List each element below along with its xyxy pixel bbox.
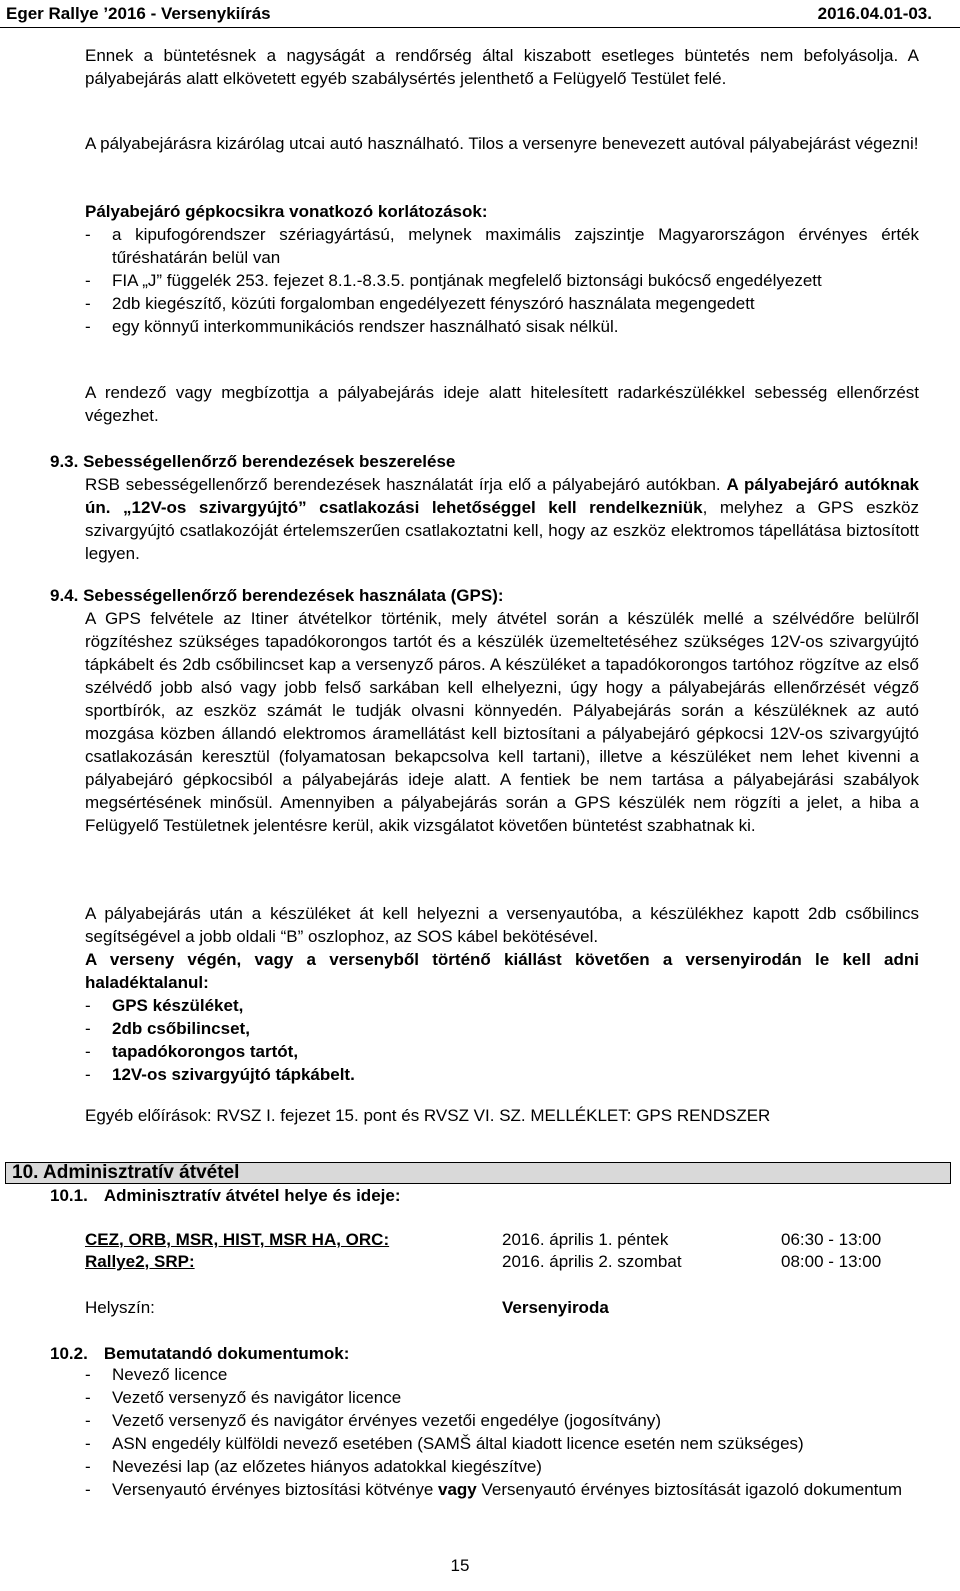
section-9-4-text: A GPS felvétele az Itiner átvételkor történik, mely átvétel során a készülék mellé a szélvédőre belülről rögzítéshez szükséges tapadókorongos tartót és a készülék üzemeltetéséhez szükséges 12V-os szivargyújtó tápkábelt és 2db csőbilincset kap a versenyző páros. A készüléket a tapadókorongos tartóhoz rögzítve az első szélvédő jobb alsó vagy jobb felső sarkában kell elhelyezni, úgy hogy a pályabejárás ellenőrzését végző sportbírók, az eszköz számát le tudják olvasni könnyedén. Pályabejárás során a készüléknek az autó mozgása közben állandó elektromos áramellátást kell biztosítani a pályabejáró gépkocsi 12V-os szivargyújtó csatlakozásán keresztül (folyamatosan bekapcsolva kell tartani), illetve a készüléket nem lehet kivenni a pályabejáró gépkocsiból a pályabejárás ideje alatt. A fentiek be nem tartása a pályabejárási szabályok megsértésének minősül. Amennyiben a pályabejárás során a GPS készülék nem rögzíti a jelet, a hiba a Felügyelő Testületnek jelentésre kerül, akik vizsgálatot követően büntetést szabhatnak ki.	[85, 609, 919, 835]
paragraph-return: A verseny végén, vagy a versenyből történő kiállást követően a versenyirodán le kell adni haladéktalanul:	[85, 950, 919, 992]
list-item: - egy könnyű interkommunikációs rendszer használható sisak nélkül.	[85, 317, 619, 336]
section-heading: 9.4. Sebességellenőrző berendezések használata (GPS):	[50, 586, 504, 605]
return-list	[85, 994, 919, 1086]
section-10-heading: 10. Adminisztratív átvétel	[5, 1162, 951, 1184]
schedule-time-1: 06:30 - 13:00	[781, 1230, 882, 1249]
paragraph-radar: A rendező vagy megbízottja a pályabejárás ideje alatt hitelesített radarkészülékkel sebesség ellenőrzést végezhet.	[85, 383, 919, 425]
place-label: Helyszín:	[85, 1298, 155, 1317]
list-item: - 12V-os szivargyújtó tápkábelt.	[85, 1065, 355, 1084]
section-heading: 9.3. Sebességellenőrző berendezések beszerelése	[50, 452, 456, 471]
paragraph-after: A pályabejárás után a készüléket át kell helyezni a versenyautóba, a készülékhez kapott 2db csőbilincs segítségével a jobb oldali “B” oszlophoz, az SOS kábel bekötésével.	[85, 904, 919, 946]
subsection-10-2: 10.2. Bemutatandó dokumentumok:	[50, 1344, 350, 1363]
list-item: - Nevező licence	[85, 1365, 228, 1384]
list-item: - GPS készüléket,	[85, 996, 244, 1015]
restrictions-block	[85, 200, 919, 338]
schedule-date-2: 2016. április 2. szombat	[502, 1252, 682, 1271]
schedule-date-1: 2016. április 1. péntek	[502, 1230, 669, 1249]
document-title: Eger Rallye ’2016 - Versenykiírás	[6, 3, 271, 23]
list-item: - Vezető versenyző és navigátor érvényes vezetői engedélye (jogosítvány)	[85, 1411, 662, 1430]
list-item: - 2db kiegészítő, közúti forgalomban engedélyezett fényszóró használata megengedett	[85, 294, 755, 313]
restrictions-title: Pályabejáró gépkocsikra vonatkozó korlátozások:	[85, 202, 488, 221]
section-9-4	[50, 584, 919, 837]
header-date: 2016.04.01-03.	[817, 3, 932, 23]
schedule-label-2: Rallye2, SRP:	[85, 1252, 195, 1271]
schedule-time-2: 08:00 - 13:00	[781, 1252, 882, 1271]
list-item: - a kipufogórendszer szériagyártású, melynek maximális zajszintje Magyarországon érvényes érték tűréshatárán belül van	[85, 225, 919, 267]
page-header	[0, 0, 960, 28]
list-item: - Nevezési lap (az előzetes hiányos adatokkal kiegészítve)	[85, 1457, 542, 1476]
list-item: - tapadókorongos tartót,	[85, 1042, 299, 1061]
list-item: - Versenyautó érvényes biztosítási kötvénye vagy Versenyautó érvényes biztosítását igazoló dokumentum	[85, 1480, 903, 1499]
paragraph-penalty: Ennek a büntetésnek a nagyságát a rendőrség által kiszabott esetleges büntetés nem befolyásolja. A pályabejárás alatt elkövetett egyéb szabálysértés jelenthető a Felügyelő Testület felé.	[85, 46, 919, 88]
section-9-3	[50, 450, 919, 565]
schedule-label-1: CEZ, ORB, MSR, HIST, MSR HA, ORC:	[85, 1230, 390, 1249]
list-item: - ASN engedély külföldi nevező esetében (SAMŠ által kiadott licence esetén nem szükséges)	[85, 1434, 804, 1453]
paragraph-street-car: A pályabejárásra kizárólag utcai autó használható. Tilos a versenyre benevezett autóval pályabejárást végezni!	[85, 134, 919, 153]
place-value: Versenyiroda	[502, 1298, 609, 1317]
subsection-10-1: 10.1. Adminisztratív átvétel helye és ideje:	[50, 1186, 401, 1205]
paragraph-other: Egyéb előírások: RVSZ I. fejezet 15. pont és RVSZ VI. SZ. MELLÉKLET: GPS RENDSZER	[85, 1106, 771, 1125]
documents-list	[85, 1363, 919, 1501]
list-item: - FIA „J” függelék 253. fejezet 8.1.-8.3.5. pontjának megfelelő biztonsági bukócső engedélyezett	[85, 271, 822, 290]
page-number: 15	[450, 1556, 470, 1575]
section-9-3-text: RSB sebességellenőrző berendezések használatát írja elő a pályabejáró autókban. A pályabejáró autóknak ún. „12V-os szivargyújtó” csatlakozási lehetőséggel kell rendelkezniük, melyhez a GPS eszköz szivargyújtó csatlakozóját értelemszerűen csatlakoztatni kell, hogy az eszköz elektromos tápellátása biztosított legyen.	[85, 475, 920, 563]
list-item: - 2db csőbilincset,	[85, 1019, 250, 1038]
list-item: - Vezető versenyző és navigátor licence	[85, 1388, 402, 1407]
